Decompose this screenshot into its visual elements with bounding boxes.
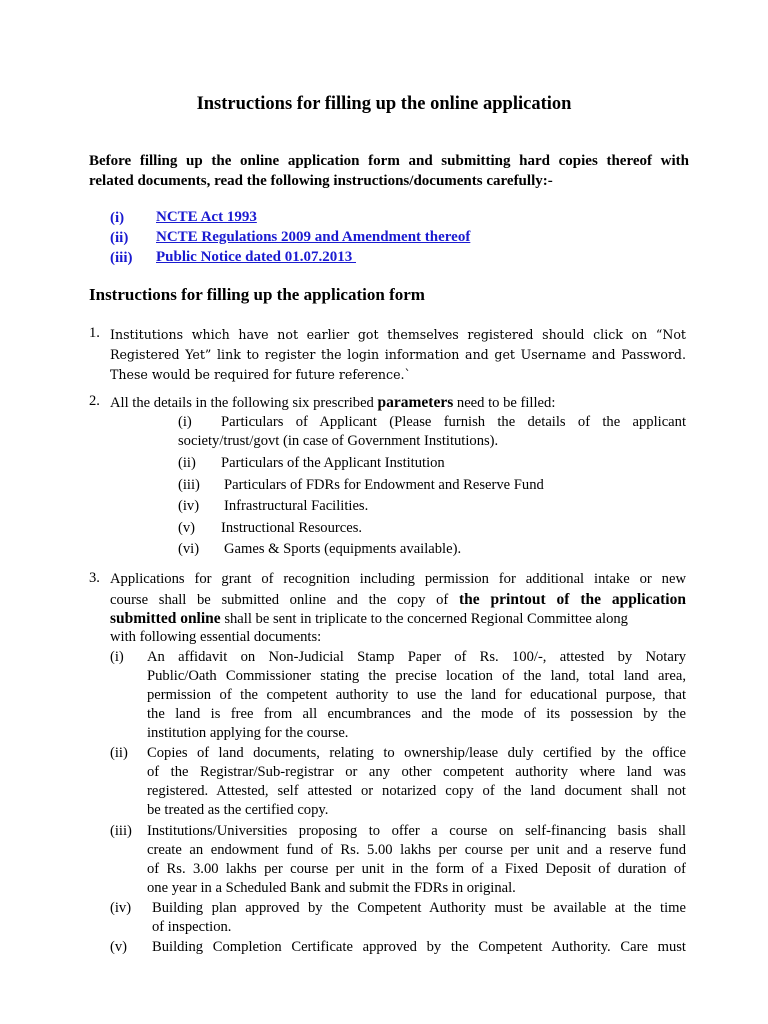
sub-item-text: Particulars of the Applicant Institution [221, 455, 445, 471]
sub-line: An affidavit on Non-Judicial Stamp Paper of Rs. 100/-, attested by Notary [147, 649, 686, 665]
sub-line: of the Registrar/Sub-registrar or any other competent authority where land was [147, 764, 686, 780]
sub-number: (iii) [178, 477, 200, 493]
sub-number: (iii) [110, 823, 132, 839]
doc-link-3 [110, 249, 133, 267]
item-number: 1. [89, 325, 100, 341]
sub-line: Building plan approved by the Competent Authority must be available at the time [152, 900, 686, 916]
sub-item-cont: society/trust/govt (in case of Government Institutions). [178, 433, 499, 449]
sub-line: of inspection. [152, 919, 232, 935]
sub-line: permission of the competent authority to use the land for educational purpose, that [147, 687, 686, 703]
intro-line-1: Before filling up the online application form and submitting hard copies thereof with [89, 153, 689, 169]
sub-item-text: Particulars of FDRs for Endowment and Reserve Fund [224, 477, 544, 493]
item2-intro-post: need to be filled: [453, 395, 556, 411]
item3-line-2-bold: the printout of the application [458, 591, 686, 608]
sub-number: (iv) [178, 498, 200, 514]
sub-number: (i) [110, 649, 124, 665]
sub-line: one year in a Scheduled Bank and submit the FDRs in original. [147, 880, 516, 896]
sub-number: (v) [178, 520, 196, 536]
sub-line: institution applying for the course. [147, 725, 349, 741]
sub-line: of Rs. 3.00 lakhs per course per unit in the form of a Fixed Deposit of duration of [147, 861, 686, 877]
public-notice-link[interactable]: Public Notice dated 01.07.2013 [156, 249, 356, 265]
ncte-regulations-link[interactable]: NCTE Regulations 2009 and Amendment thereof [156, 229, 471, 245]
item1-line-1: Institutions which have not earlier got themselves registered should click on “Not [110, 327, 686, 342]
doc-link-2 [110, 229, 128, 247]
sub-item-text: Games & Sports (equipments available). [224, 541, 462, 557]
sub-number: (i) [178, 414, 192, 430]
item3-line-3-bold: submitted online [110, 610, 221, 627]
sub-number: (ii) [110, 745, 128, 761]
doc-link-1[interactable] [110, 209, 124, 227]
sub-line: Building Completion Certificate approved by the Competent Authority. Care must [152, 939, 686, 955]
item3-line-2 [110, 590, 686, 610]
sub-item-text: Instructional Resources. [221, 520, 363, 536]
intro-line-2: related documents, read the following instructions/documents carefully:- [89, 173, 553, 189]
item-number: 3. [89, 570, 100, 586]
sub-line: Institutions/Universities proposing to offer a course on self-financing basis shall [147, 823, 686, 839]
sub-line: create an endowment fund of Rs. 5.00 lakhs per course per unit and a reserve fund [147, 842, 686, 858]
doc-link-number: (i) [110, 210, 125, 226]
sub-item-text: Particulars of Applicant (Please furnish the details of the applicant [221, 414, 686, 430]
sub-number: (iv) [110, 900, 132, 916]
item3-line-3-text: shall be sent in triplicate to the concerned Regional Committee along [220, 611, 628, 627]
sub-item-text: Infrastructural Facilities. [224, 498, 369, 514]
item3-line-1: Applications for grant of recognition including permission for additional intake or new [110, 571, 686, 587]
sub-number: (vi) [178, 541, 200, 557]
section-heading: Instructions for filling up the application form [89, 285, 425, 304]
sub-line: Copies of land documents, relating to ownership/lease duly certified by the office [147, 745, 686, 761]
item3-line-3 [110, 609, 628, 629]
item1-line-2: Registered Yet” link to register the login information and get Username and Password. [110, 347, 686, 362]
sub-line: be treated as the certified copy. [147, 802, 329, 818]
ncte-act-link[interactable]: NCTE Act 1993 [156, 209, 257, 225]
item3-line-2-text: course shall be submitted online and the copy of [110, 592, 459, 608]
sub-line: registered. Attested, self attested or notarized copy of the land document shall not [147, 783, 686, 799]
item2-intro-pre: All the details in the following six prescribed [110, 395, 378, 411]
doc-link-number: (ii) [110, 230, 129, 246]
item1-line-3: These would be required for future reference.` [110, 367, 411, 382]
sub-number: (ii) [178, 455, 196, 471]
sub-line: Public/Oath Commissioner stating the precise location of the land, total land area, [147, 668, 686, 684]
sub-number: (v) [110, 939, 128, 955]
doc-link-number: (iii) [110, 250, 133, 266]
item-number: 2. [89, 393, 100, 409]
item2-intro [110, 393, 555, 413]
page-title: Instructions for filling up the online application [196, 94, 572, 114]
sub-line: the land is free from all encumbrances and the mode of its possession by the [147, 706, 686, 722]
item2-intro-bold: parameters [377, 394, 454, 411]
item3-line-4: with following essential documents: [110, 629, 322, 645]
